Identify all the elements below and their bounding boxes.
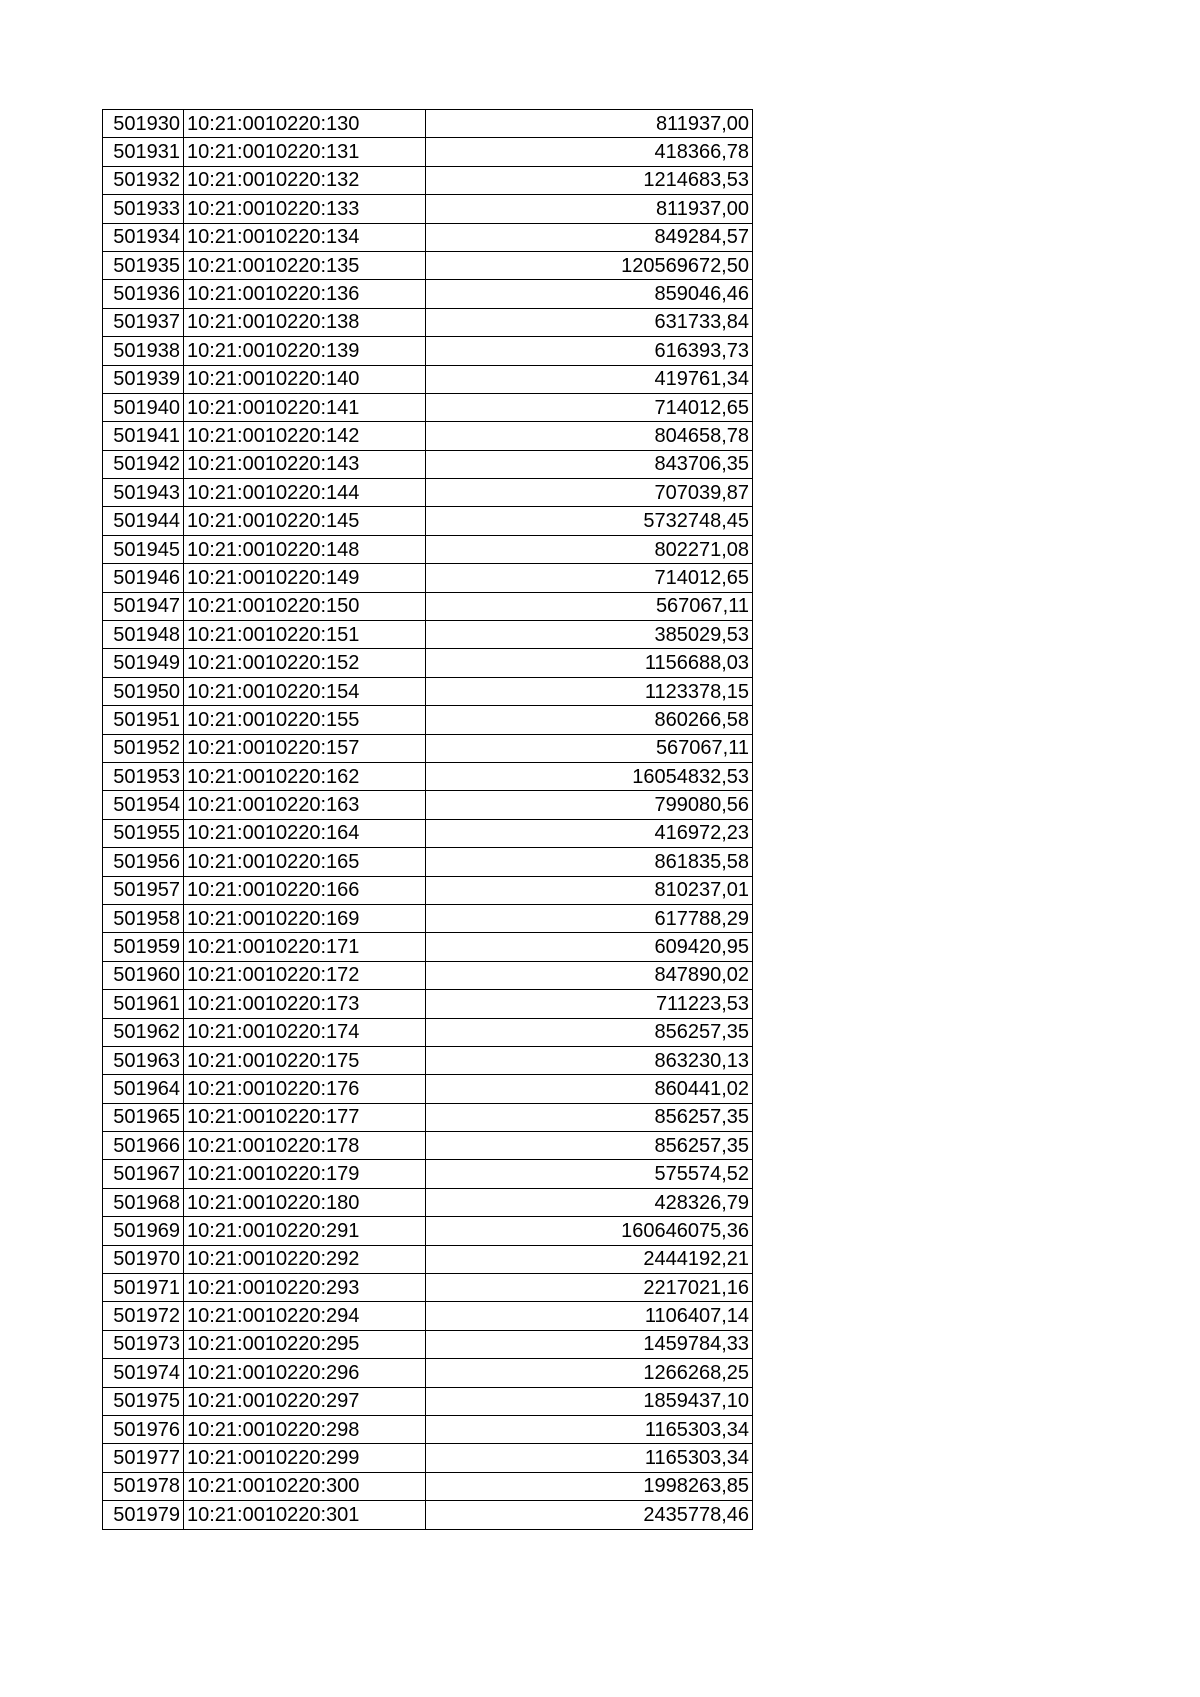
table-row [103, 1245, 753, 1273]
cadastral-code-cell: 10:21:0010220:177 [184, 1103, 426, 1131]
table-row [103, 791, 753, 819]
value-cell: 2444192,21 [426, 1245, 753, 1273]
table-row [103, 450, 753, 478]
row-id-cell: 501958 [103, 904, 184, 932]
value-cell: 859046,46 [426, 280, 753, 308]
row-id-cell: 501940 [103, 393, 184, 421]
table-row [103, 337, 753, 365]
cadastral-code-cell: 10:21:0010220:135 [184, 251, 426, 279]
table-row [103, 251, 753, 279]
cadastral-code-cell: 10:21:0010220:291 [184, 1217, 426, 1245]
cadastral-code-cell: 10:21:0010220:130 [184, 110, 426, 138]
table-row [103, 734, 753, 762]
row-id-cell: 501965 [103, 1103, 184, 1131]
cadastral-code-cell: 10:21:0010220:164 [184, 819, 426, 847]
value-cell: 5732748,45 [426, 507, 753, 535]
row-id-cell: 501945 [103, 535, 184, 563]
cadastral-code-cell: 10:21:0010220:136 [184, 280, 426, 308]
row-id-cell: 501948 [103, 621, 184, 649]
row-id-cell: 501974 [103, 1359, 184, 1387]
table-row [103, 393, 753, 421]
table-row [103, 223, 753, 251]
value-cell: 385029,53 [426, 621, 753, 649]
cadastral-code-cell: 10:21:0010220:301 [184, 1501, 426, 1529]
value-cell: 811937,00 [426, 110, 753, 138]
cadastral-code-cell: 10:21:0010220:163 [184, 791, 426, 819]
value-cell: 160646075,36 [426, 1217, 753, 1245]
row-id-cell: 501939 [103, 365, 184, 393]
table-row [103, 166, 753, 194]
table-row [103, 933, 753, 961]
value-cell: 804658,78 [426, 422, 753, 450]
value-cell: 617788,29 [426, 904, 753, 932]
value-cell: 707039,87 [426, 479, 753, 507]
row-id-cell: 501964 [103, 1075, 184, 1103]
row-id-cell: 501971 [103, 1274, 184, 1302]
table-row [103, 649, 753, 677]
cadastral-code-cell: 10:21:0010220:292 [184, 1245, 426, 1273]
value-cell: 419761,34 [426, 365, 753, 393]
row-id-cell: 501963 [103, 1046, 184, 1074]
value-cell: 849284,57 [426, 223, 753, 251]
row-id-cell: 501959 [103, 933, 184, 961]
table-row [103, 677, 753, 705]
cadastral-code-cell: 10:21:0010220:138 [184, 308, 426, 336]
table-row [103, 507, 753, 535]
cadastral-code-cell: 10:21:0010220:297 [184, 1387, 426, 1415]
table-row [103, 479, 753, 507]
value-cell: 811937,00 [426, 195, 753, 223]
value-cell: 1998263,85 [426, 1472, 753, 1500]
value-cell: 863230,13 [426, 1046, 753, 1074]
value-cell: 416972,23 [426, 819, 753, 847]
cadastral-code-cell: 10:21:0010220:295 [184, 1330, 426, 1358]
table-row [103, 876, 753, 904]
table-row [103, 535, 753, 563]
cadastral-code-cell: 10:21:0010220:133 [184, 195, 426, 223]
row-id-cell: 501957 [103, 876, 184, 904]
table-row [103, 1018, 753, 1046]
value-cell: 120569672,50 [426, 251, 753, 279]
cadastral-code-cell: 10:21:0010220:298 [184, 1415, 426, 1443]
row-id-cell: 501977 [103, 1444, 184, 1472]
row-id-cell: 501956 [103, 848, 184, 876]
cadastral-code-cell: 10:21:0010220:142 [184, 422, 426, 450]
row-id-cell: 501932 [103, 166, 184, 194]
value-cell: 847890,02 [426, 961, 753, 989]
cadastral-code-cell: 10:21:0010220:144 [184, 479, 426, 507]
cadastral-code-cell: 10:21:0010220:174 [184, 1018, 426, 1046]
value-cell: 428326,79 [426, 1188, 753, 1216]
row-id-cell: 501979 [103, 1501, 184, 1529]
row-id-cell: 501933 [103, 195, 184, 223]
row-id-cell: 501949 [103, 649, 184, 677]
table-row [103, 1160, 753, 1188]
value-cell: 1165303,34 [426, 1444, 753, 1472]
cadastral-code-cell: 10:21:0010220:296 [184, 1359, 426, 1387]
row-id-cell: 501954 [103, 791, 184, 819]
table-row [103, 1132, 753, 1160]
cadastral-code-cell: 10:21:0010220:131 [184, 138, 426, 166]
table-row [103, 308, 753, 336]
value-cell: 860266,58 [426, 706, 753, 734]
table-row [103, 1188, 753, 1216]
table-row [103, 1472, 753, 1500]
table-row [103, 1217, 753, 1245]
cadastral-code-cell: 10:21:0010220:143 [184, 450, 426, 478]
value-cell: 1859437,10 [426, 1387, 753, 1415]
cadastral-code-cell: 10:21:0010220:140 [184, 365, 426, 393]
table-row [103, 110, 753, 138]
table-row [103, 564, 753, 592]
value-cell: 1165303,34 [426, 1415, 753, 1443]
value-cell: 711223,53 [426, 990, 753, 1018]
row-id-cell: 501966 [103, 1132, 184, 1160]
row-id-cell: 501968 [103, 1188, 184, 1216]
cadastral-code-cell: 10:21:0010220:149 [184, 564, 426, 592]
table-row [103, 1330, 753, 1358]
value-cell: 856257,35 [426, 1132, 753, 1160]
data-table [102, 109, 753, 1530]
cadastral-code-cell: 10:21:0010220:139 [184, 337, 426, 365]
table-row [103, 706, 753, 734]
cadastral-code-cell: 10:21:0010220:300 [184, 1472, 426, 1500]
row-id-cell: 501931 [103, 138, 184, 166]
cadastral-code-cell: 10:21:0010220:165 [184, 848, 426, 876]
table-row [103, 195, 753, 223]
row-id-cell: 501943 [103, 479, 184, 507]
row-id-cell: 501962 [103, 1018, 184, 1046]
cadastral-code-cell: 10:21:0010220:294 [184, 1302, 426, 1330]
value-cell: 609420,95 [426, 933, 753, 961]
row-id-cell: 501972 [103, 1302, 184, 1330]
row-id-cell: 501936 [103, 280, 184, 308]
table-row [103, 280, 753, 308]
value-cell: 1459784,33 [426, 1330, 753, 1358]
cadastral-code-cell: 10:21:0010220:175 [184, 1046, 426, 1074]
value-cell: 714012,65 [426, 393, 753, 421]
cadastral-code-cell: 10:21:0010220:134 [184, 223, 426, 251]
value-cell: 843706,35 [426, 450, 753, 478]
value-cell: 575574,52 [426, 1160, 753, 1188]
value-cell: 1214683,53 [426, 166, 753, 194]
cadastral-code-cell: 10:21:0010220:180 [184, 1188, 426, 1216]
cadastral-code-cell: 10:21:0010220:157 [184, 734, 426, 762]
table-row [103, 422, 753, 450]
table-row [103, 1444, 753, 1472]
value-cell: 802271,08 [426, 535, 753, 563]
row-id-cell: 501947 [103, 592, 184, 620]
cadastral-code-cell: 10:21:0010220:178 [184, 1132, 426, 1160]
value-cell: 714012,65 [426, 564, 753, 592]
row-id-cell: 501952 [103, 734, 184, 762]
row-id-cell: 501975 [103, 1387, 184, 1415]
table-row [103, 762, 753, 790]
row-id-cell: 501970 [103, 1245, 184, 1273]
table-row [103, 848, 753, 876]
cadastral-code-cell: 10:21:0010220:171 [184, 933, 426, 961]
row-id-cell: 501946 [103, 564, 184, 592]
row-id-cell: 501930 [103, 110, 184, 138]
table-body [103, 110, 753, 1530]
value-cell: 616393,73 [426, 337, 753, 365]
cadastral-code-cell: 10:21:0010220:293 [184, 1274, 426, 1302]
cadastral-code-cell: 10:21:0010220:172 [184, 961, 426, 989]
cadastral-code-cell: 10:21:0010220:299 [184, 1444, 426, 1472]
value-cell: 861835,58 [426, 848, 753, 876]
value-cell: 567067,11 [426, 592, 753, 620]
row-id-cell: 501953 [103, 762, 184, 790]
value-cell: 1156688,03 [426, 649, 753, 677]
row-id-cell: 501955 [103, 819, 184, 847]
cadastral-code-cell: 10:21:0010220:176 [184, 1075, 426, 1103]
value-cell: 631733,84 [426, 308, 753, 336]
row-id-cell: 501934 [103, 223, 184, 251]
table-row [103, 1046, 753, 1074]
value-cell: 1106407,14 [426, 1302, 753, 1330]
cadastral-code-cell: 10:21:0010220:152 [184, 649, 426, 677]
value-cell: 2217021,16 [426, 1274, 753, 1302]
table-row [103, 1359, 753, 1387]
row-id-cell: 501950 [103, 677, 184, 705]
row-id-cell: 501951 [103, 706, 184, 734]
value-cell: 799080,56 [426, 791, 753, 819]
cadastral-code-cell: 10:21:0010220:141 [184, 393, 426, 421]
table-row [103, 904, 753, 932]
row-id-cell: 501976 [103, 1415, 184, 1443]
cadastral-code-cell: 10:21:0010220:150 [184, 592, 426, 620]
cadastral-code-cell: 10:21:0010220:155 [184, 706, 426, 734]
table-row [103, 1302, 753, 1330]
row-id-cell: 501969 [103, 1217, 184, 1245]
cadastral-code-cell: 10:21:0010220:166 [184, 876, 426, 904]
row-id-cell: 501942 [103, 450, 184, 478]
table-row [103, 819, 753, 847]
table-row [103, 138, 753, 166]
row-id-cell: 501938 [103, 337, 184, 365]
value-cell: 1123378,15 [426, 677, 753, 705]
cadastral-code-cell: 10:21:0010220:145 [184, 507, 426, 535]
table-row [103, 1103, 753, 1131]
value-cell: 1266268,25 [426, 1359, 753, 1387]
table-row [103, 990, 753, 1018]
value-cell: 810237,01 [426, 876, 753, 904]
table-row [103, 592, 753, 620]
table-row [103, 1075, 753, 1103]
row-id-cell: 501944 [103, 507, 184, 535]
table-row [103, 1415, 753, 1443]
cadastral-code-cell: 10:21:0010220:173 [184, 990, 426, 1018]
row-id-cell: 501960 [103, 961, 184, 989]
row-id-cell: 501937 [103, 308, 184, 336]
table-row [103, 961, 753, 989]
cadastral-code-cell: 10:21:0010220:154 [184, 677, 426, 705]
value-cell: 16054832,53 [426, 762, 753, 790]
row-id-cell: 501973 [103, 1330, 184, 1358]
value-cell: 418366,78 [426, 138, 753, 166]
table-row [103, 1501, 753, 1529]
cadastral-code-cell: 10:21:0010220:148 [184, 535, 426, 563]
value-cell: 856257,35 [426, 1103, 753, 1131]
value-cell: 860441,02 [426, 1075, 753, 1103]
table-row [103, 1274, 753, 1302]
row-id-cell: 501978 [103, 1472, 184, 1500]
cadastral-code-cell: 10:21:0010220:132 [184, 166, 426, 194]
table-row [103, 365, 753, 393]
value-cell: 2435778,46 [426, 1501, 753, 1529]
value-cell: 856257,35 [426, 1018, 753, 1046]
table-row [103, 1387, 753, 1415]
cadastral-code-cell: 10:21:0010220:162 [184, 762, 426, 790]
cadastral-code-cell: 10:21:0010220:151 [184, 621, 426, 649]
row-id-cell: 501961 [103, 990, 184, 1018]
row-id-cell: 501935 [103, 251, 184, 279]
value-cell: 567067,11 [426, 734, 753, 762]
row-id-cell: 501967 [103, 1160, 184, 1188]
cadastral-code-cell: 10:21:0010220:179 [184, 1160, 426, 1188]
row-id-cell: 501941 [103, 422, 184, 450]
table-row [103, 621, 753, 649]
cadastral-code-cell: 10:21:0010220:169 [184, 904, 426, 932]
